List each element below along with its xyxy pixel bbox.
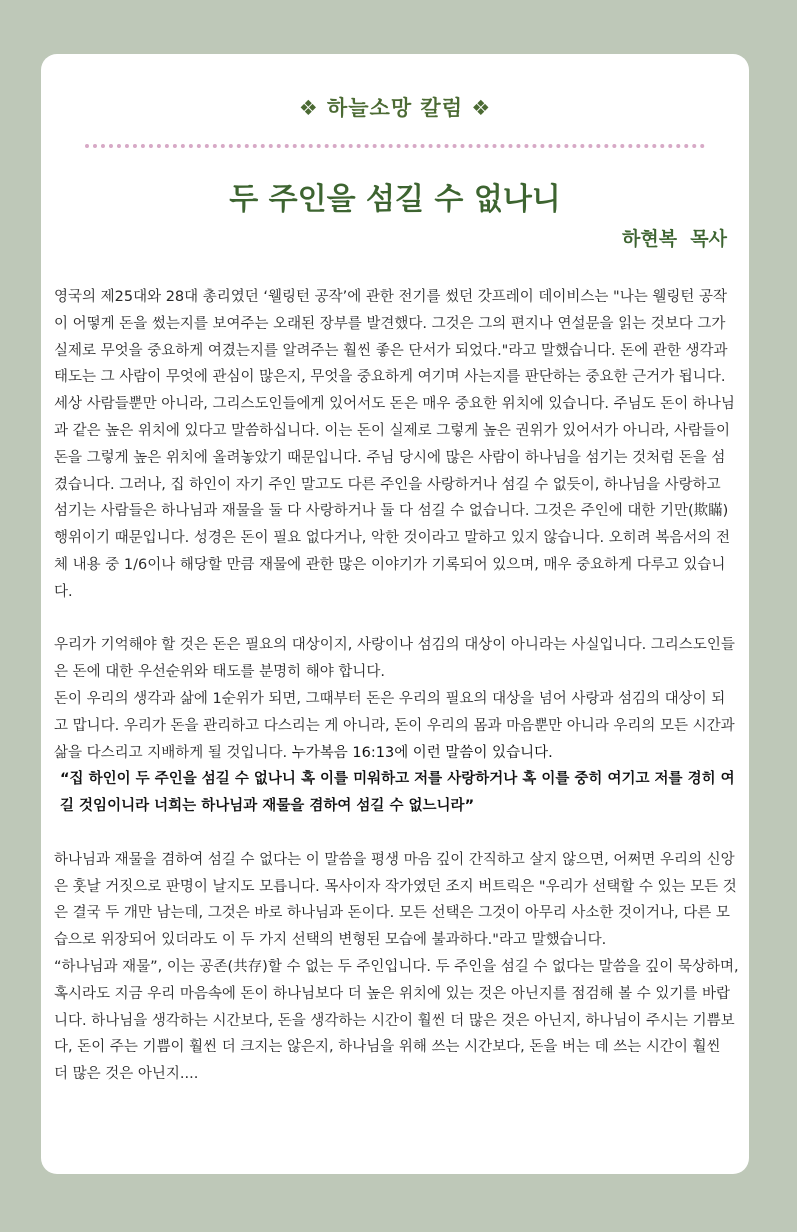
paragraph-3-text: 돈이 우리의 생각과 삶에 1순위가 되면, 그때부터 돈은 우리의 필요의 대상을 넘어 사랑과 섬김의 대상이 되고 맙니다. 우리가 돈을 관리하고 다스리는 게 아니라, 돈이 우리의 몸과 마음뿐만 아니라 우리의 모든 시간과 삶을 다스리고 지배하게 될 것입니다. — [54, 690, 735, 761]
paragraph-1: 영국의 제25대와 28대 총리였던 ‘웰링턴 공작’에 관한 전기를 썼던 갓프레이 데이비스는 "나는 웰링턴 공작이 어떻게 돈을 썼는지를 보여주는 오래된 장부를 발견했다. 그것은 그의 편지나 연설문을 읽는 것보다 그가 실제로 무엇을 중요하게 여겼는지를 알려주는 훨씬 좋은 단서가 되었다."라고 말했습니다. 돈에 관한 생각과 태도는 그 사람이 무엇에 관심이 많은지, 무엇을 중요하게 여기며 사는지를 판단하는 중요한 근거가 됩니다. 세상 사람들뿐만 아니라, 그리스도인들에게 있어서도 돈은 매우 중요한 위치에 있습니다. 주님도 돈이 하나님과 같은 높은 위치에 있다고 말씀하십니다. 이는 돈이 실제로 그렇게 높은 권위가 있어서가 아니라, 사람들이 돈을 그렇게 높은 위치에 올려놓았기 때문입니다. 주님 당시에 많은 사람이 하나님을 섬기는 것처럼 돈을 섬겼습니다. 그러나, 집 하인이 자기 주인 말고도 다른 주인을 사랑하거나 섬길 수 없듯이, 하나님을 사랑하고 섬기는 사람들은 하나님과 재물을 둘 다 사랑하거나 둘 다 섬길 수 없습니다. 그것은 주인에 대한 기만(欺瞞)행위이기 때문입니다. 성경은 돈이 필요 없다거나, 악한 것이라고 말하고 있지 않습니다. 오히려 복음서의 전체 내용 중 1/6이나 해당할 만큼 재물에 관한 많은 이야기가 기록되어 있으며, 매우 중요하게 다루고 있습니다. — [54, 289, 735, 600]
paragraph-4: 하나님과 재물을 겸하여 섬길 수 없다는 이 말씀을 평생 마음 깊이 간직하고 살지 않으면, 어쩌면 우리의 신앙은 훗날 거짓으로 판명이 날지도 모릅니다. 목사이자 작가였던 조지 버트릭은 "우리가 선택할 수 있는 모든 것은 결국 두 개만 남는데, 그것은 바로 하나님과 돈이다. 모든 선택은 그것이 아무리 사소한 것이거나, 다른 모습으로 위장되어 있더라도 이 두 가지 선택의 변형된 모습에 불과하다."라고 말했습니다. — [54, 851, 737, 949]
author-byline: 하현복 목사 — [622, 228, 727, 250]
paragraph-2: 우리가 기억해야 할 것은 돈은 필요의 대상이지, 사랑이나 섬김의 대상이 아니라는 사실입니다. 그리스도인들은 돈에 대한 우선순위와 태도를 분명히 해야 합니다. — [54, 637, 735, 681]
paragraph-spacer — [54, 820, 739, 847]
column-title: ❖ 하늘소망 칼럼 ❖ — [298, 96, 492, 120]
scripture-quote: “집 하인이 두 주인을 섬길 수 없나니 혹 이를 미워하고 저를 사랑하거나 혹 이를 중히 여기고 저를 경히 여길 것임이니라 너희는 하나님과 재물을 겸하여 섬길 수 없느니라” — [60, 771, 735, 815]
dotted-divider — [85, 144, 705, 148]
article-body — [54, 284, 739, 1088]
paragraph-5: “하나님과 재물”, 이는 공존(共存)할 수 없는 두 주인입니다. 두 주인을 섬길 수 없다는 말씀을 깊이 묵상하며, 혹시라도 지금 우리 마음속에 돈이 하나님보다 더 높은 위치에 있는 것은 아닌지를 점검해 볼 수 있기를 바랍니다. 하나님을 생각하는 시간보다, 돈을 생각하는 시간이 훨씬 더 많은 것은 아닌지, 하나님이 주시는 기쁨보다, 돈이 주는 기쁨이 훨씬 더 크지는 않은지, 하나님을 위해 쓰는 시간보다, 돈을 버는 데 쓰는 시간이 훨씬 더 많은 것은 아닌지.... — [54, 958, 739, 1083]
paragraph-3 — [54, 686, 739, 766]
paragraph-spacer — [54, 606, 739, 633]
headline: 두 주인을 섬길 수 없나니 — [229, 182, 561, 217]
column-card — [41, 54, 749, 1174]
scripture-citation: 누가복음 16:13에 이런 말씀이 있습니다. — [287, 744, 553, 761]
